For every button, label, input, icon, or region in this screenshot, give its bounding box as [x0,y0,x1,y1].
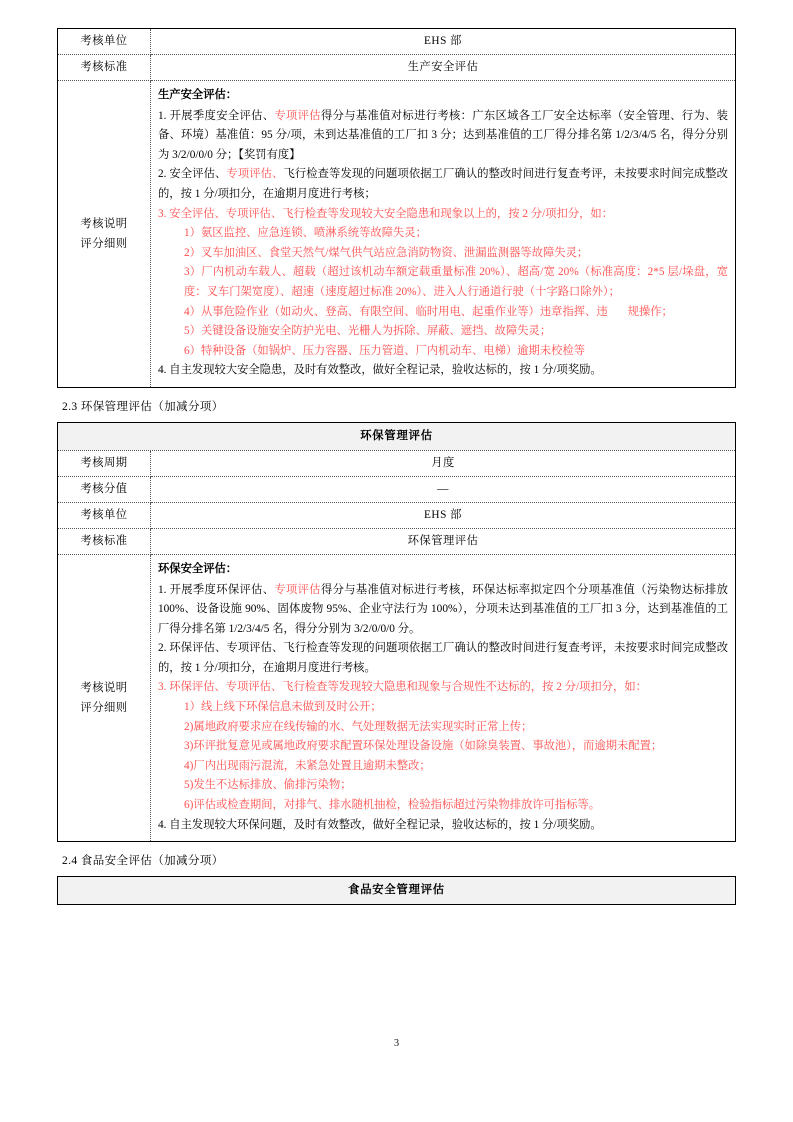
sub-item-3: 3)环评批复意见或属地政府要求配置环保处理设备设施（如除臭装置、事故池），而逾期未配置； [184,740,663,753]
sub-item-1: 1）氨区监控、应急连锁、喷淋系统等故障失灵； [184,227,427,240]
sub-item-2: 2）叉车加油区、食堂天然气/煤气供气站应急消防物资、泄漏监测器等故障失灵； [184,246,589,259]
row-value-assessment-cycle: 月度 [151,450,736,476]
row-label-assessment-score: 考核分值 [58,476,151,502]
p1-part-b: 得分与基准值对标进行考核，环保达标率拟定四个分项基准值（污染物达标排放 100%、设备设施 90%、固体废物 95%、企业守法行为 100%），分项未达到基准值的工厂扣 3 分，达到基准值的工厂得分排名第 1/2/3/4/5 名，得分分别为 3/2/0/0/0 分。 [158,583,728,635]
section-heading-2-4: 2.4 食品安全评估（加减分项） [62,855,224,868]
page-number: 3 [393,1038,400,1049]
environmental-table-title: 环保管理评估 [58,422,736,450]
p1-highlight: 专项评估 [274,583,321,596]
description-paragraph-2 [158,165,728,204]
sub-item-4-part-a: 4）从事危险作业（如动火、登高、有限空间、临时用电、起重作业等）违章指挥、违 [184,305,608,318]
row-value-assessment-unit: EHS 部 [151,29,736,55]
production-safety-description [151,81,736,388]
p2-highlight: 专项评估、 [226,168,284,181]
sub-item-6: 6）特种设备（如锅炉、压力容器、压力管道、厂内机动车、电梯）逾期未校检等 [184,344,586,357]
p1-highlight: 专项评估 [274,109,321,122]
p2-part-a: 2. 安全评估、 [158,168,227,181]
table-row [58,55,736,81]
row-label-assessment-standard: 考核标准 [58,528,151,554]
description-paragraph-1 [158,581,728,640]
scoring-label-line-1: 考核说明 [80,682,128,695]
environmental-management-table [57,422,736,842]
table-row-description [58,81,736,388]
sub-item-4 [158,303,728,323]
row-value-assessment-standard: 生产安全评估 [151,55,736,81]
production-safety-table [57,28,736,388]
sub-item-5: 5)发生不达标排放、偷排污染物； [184,779,352,792]
environmental-description [151,554,736,841]
sub-item-3: 3）厂内机动车载人、超载（超过该机动车额定载重量标准 20%）、超高/宽 20%（标准高度：2*5 层/垛盘，宽度：叉车门架宽度）、超速（速度超过标准 20%）、进入人行通道行驶（十字路口除外）； [184,266,728,298]
p1-part-a: 1. 开展季度环保评估、 [158,583,275,596]
food-safety-table-title: 食品安全管理评估 [58,877,736,905]
row-value-assessment-standard: 环保管理评估 [151,528,736,554]
food-safety-table [57,876,736,905]
description-paragraph-3: 3. 环保评估、专项评估、飞行检查等发现较大隐患和现象与合规性不达标的，按 2 分/项扣分，如： [158,681,647,694]
sub-item-6: 6)评估或检查期间，对排气、排水随机抽检，检验指标超过污染物排放许可指标等。 [184,799,601,812]
row-value-assessment-score: — [151,476,736,502]
table-row [58,502,736,528]
sub-item-1: 1）线上线下环保信息未做到及时公开； [184,701,382,714]
table-header-row [58,422,736,450]
table-header-row [58,877,736,905]
row-label-assessment-cycle: 考核周期 [58,450,151,476]
scoring-label-line-2: 评分细则 [80,237,128,250]
description-paragraph-4: 4. 自主发现较大环保问题，及时有效整改，做好全程记录，验收达标的，按 1 分/项奖励。 [158,818,602,831]
row-label-assessment-standard: 考核标准 [58,55,151,81]
description-paragraph-2: 2. 环保评估、专项评估、飞行检查等发现的问题项依据工厂确认的整改时间进行复查考评，未按要求时间完成整改的，按 1 分/项扣分，在逾期月度进行考核。 [158,642,728,674]
table-row [58,29,736,55]
sub-item-4-part-b: 规操作； [627,305,673,318]
p1-part-b: 得分与基准值对标进行考核：广东区域各工厂安全达标率（安全管理、行为、装备、环境）基准值：95 分/项，未到达基准值的工厂扣 3 分；达到基准值的工厂得分排名第 1/2/3/4/5 名，得分分别为 3/2/0/0/0 分；【奖罚有度】 [158,109,728,161]
p2-part-b: 飞行检查等发现的问题项依据工厂确认的整改时间进行复查考评，未按要求时间完成整改的，按 1 分/项扣分，在逾期月度进行考核； [158,168,728,200]
row-label-assessment-unit: 考核单位 [58,29,151,55]
scoring-label-line-1: 考核说明 [80,217,128,230]
row-label-assessment-unit: 考核单位 [58,502,151,528]
description-title: 生产安全评估： [158,89,238,101]
table-row [58,528,736,554]
sub-item-2: 2)属地政府要求应在线传输的水、气处理数据无法实现实时正常上传； [184,720,533,733]
description-paragraph-3: 3. 安全评估、专项评估、飞行检查等发现较大安全隐患和现象以上的，按 2 分/项扣分，如： [158,207,614,220]
section-heading-2-3: 2.3 环保管理评估（加减分项） [62,400,224,413]
row-label-scoring-rules [58,554,151,841]
scoring-label-line-2: 评分细则 [80,702,128,715]
row-value-assessment-unit: EHS 部 [151,502,736,528]
sub-item-4: 4)厂内出现雨污混流，未紧急处置且逾期未整改； [184,759,431,772]
description-paragraph-4: 4. 自主发现较大安全隐患，及时有效整改，做好全程记录，验收达标的，按 1 分/项奖励。 [158,364,602,377]
description-paragraph-1 [158,107,728,166]
table-row-description [58,554,736,841]
table-row [58,476,736,502]
description-title: 环保安全评估： [158,562,238,575]
row-label-scoring-rules [58,81,151,388]
sub-item-5: 5）关键设备设施安全防护光电、光栅人为拆除、屏蔽、遮挡、故障失灵； [184,325,552,338]
p1-part-a: 1. 开展季度安全评估、 [158,109,275,122]
table-row [58,450,736,476]
